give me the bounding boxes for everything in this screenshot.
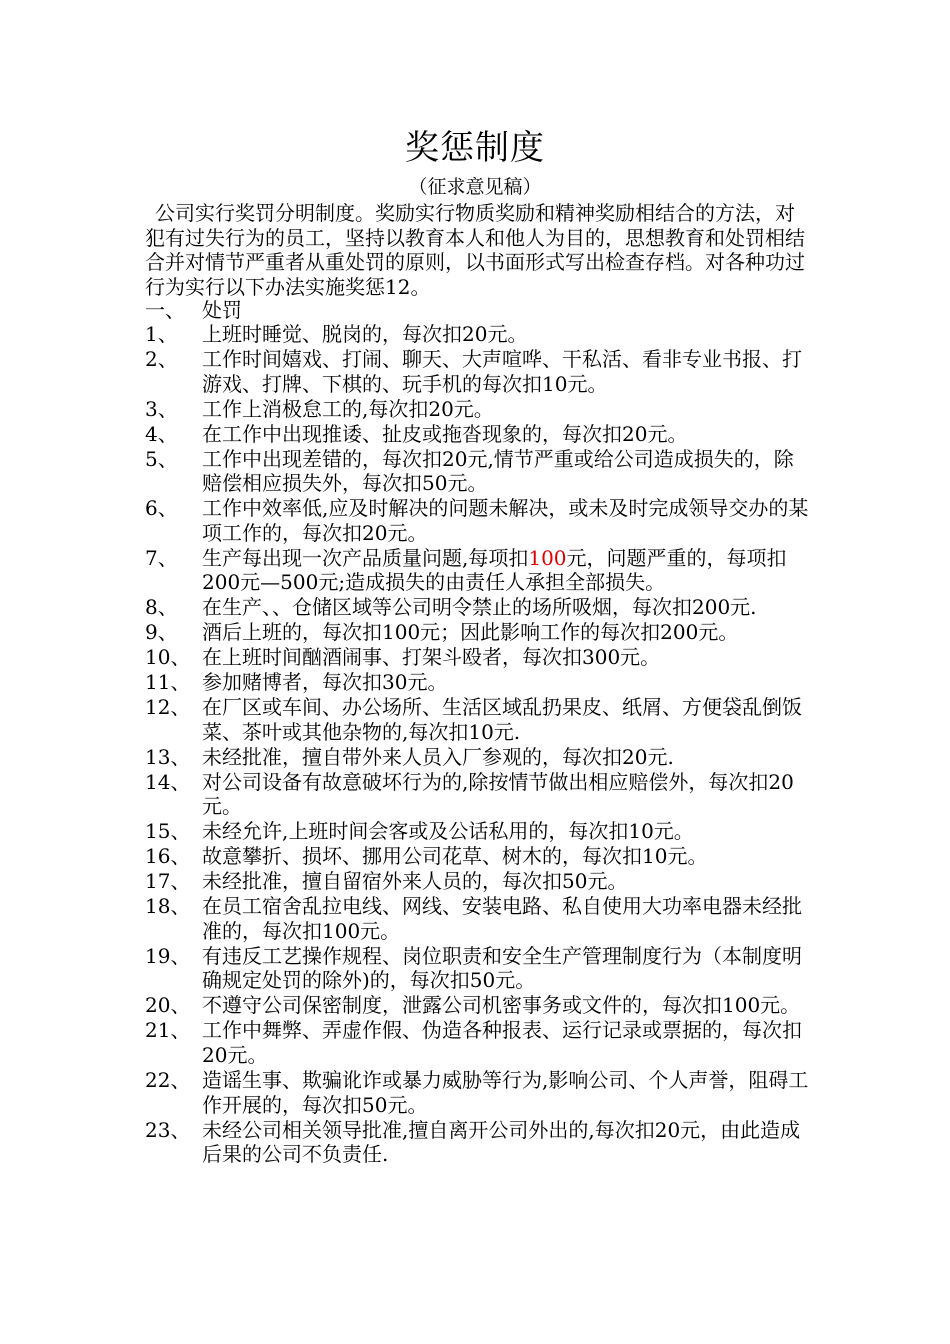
list-item: [145, 993, 810, 1018]
list-item: [145, 745, 810, 770]
item-text: 工作时间嬉戏、打闹、聊天、大声喧哗、干私活、看非专业书报、打游戏、打牌、下棋的、玩手机的每次扣10元。: [202, 346, 802, 396]
item-number: 9、: [145, 620, 178, 645]
item-text-part: 生产每出现一次产品质量问题,每项扣: [202, 545, 529, 570]
item-text: 未经允许,上班时间会客或及公话私用的，每次扣10元。: [202, 819, 694, 844]
item-text: 工作中出现差错的，每次扣20元,情节严重或给公司造成损失的，除赔偿相应损失外，每次扣50元。: [202, 446, 794, 496]
item-number: 20、: [145, 993, 191, 1018]
item-number: 1、: [145, 322, 178, 346]
item-text: 上班时睡觉、脱岗的，每次扣20元。: [202, 322, 528, 346]
item-text: 工作中效率低,应及时解决的问题未解决，或未及时完成领导交办的某项工作的，每次扣20元。: [202, 496, 809, 545]
list-item: [145, 894, 810, 943]
list-item: [145, 322, 810, 347]
highlighted-amount: 100: [528, 545, 567, 570]
item-text: 未经批准，擅自留宿外来人员的，每次扣50元。: [202, 869, 628, 894]
item-text: 有违反工艺操作规程、岗位职责和安全生产管理制度行为（本制度明确规定处罚的除外)的，每次扣50元。: [202, 943, 802, 993]
item-text: 未经公司相关领导批准,擅自离开公司外出的,每次扣20元，由此造成后果的公司不负责任.: [202, 1117, 801, 1167]
list-item: [145, 347, 810, 396]
document-title: 奖惩制度: [405, 128, 545, 168]
list-item: [145, 422, 810, 447]
section-label: 处罚: [202, 298, 242, 322]
item-number: 22、: [145, 1068, 191, 1093]
item-number: 6、: [145, 496, 178, 521]
list-item: [145, 496, 810, 545]
list-item: [145, 695, 810, 744]
item-number: 11、: [145, 670, 191, 695]
item-text: 故意攀折、损坏、挪用公司花草、树木的，每次扣10元。: [202, 844, 708, 869]
list-item: [145, 447, 810, 496]
list-item: [145, 620, 810, 645]
item-text: 在工作中出现推诿、扯皮或拖沓现象的，每次扣20元。: [202, 421, 688, 446]
list-item: [145, 770, 810, 819]
item-text: 在生产、、仓储区域等公司明令禁止的场所吸烟，每次扣200元.: [202, 595, 757, 620]
item-text: 在员工宿舍乱拉电线、网线、安装电路、私自使用大功率电器未经批准的，每次扣100元。: [202, 894, 802, 943]
item-number: 21、: [145, 1018, 191, 1043]
item-text: 参加赌博者，每次扣30元。: [202, 670, 448, 695]
item-number: 5、: [145, 446, 178, 471]
item-text: 未经批准，擅自带外来人员入厂参观的，每次扣20元.: [202, 744, 674, 769]
item-number: 13、: [145, 744, 191, 769]
item-number: 12、: [145, 695, 191, 720]
item-text: 酒后上班的，每次扣100元；因此影响工作的每次扣200元。: [202, 620, 739, 645]
item-number: 17、: [145, 869, 191, 894]
item-text-part: 元，问题严重的，每项扣200元—500元;造成损失的由责任人承担全部损失。: [202, 545, 787, 595]
list-item: [145, 869, 810, 894]
penalty-list: [145, 322, 810, 1167]
list-item: [145, 670, 810, 695]
list-item: [145, 944, 810, 993]
list-item: [145, 1068, 810, 1117]
list-item: [145, 819, 810, 844]
item-number: 4、: [145, 421, 178, 446]
item-text: 不遵守公司保密制度，泄露公司机密事务或文件的，每次扣100元。: [202, 993, 801, 1018]
item-number: 18、: [145, 894, 191, 919]
list-item: [145, 1018, 810, 1067]
item-number: 16、: [145, 844, 191, 869]
item-number: 8、: [145, 595, 178, 620]
item-number: 19、: [145, 943, 191, 968]
item-text: [202, 546, 810, 595]
document-subtitle: （征求意见稿）: [408, 176, 542, 198]
item-number: 15、: [145, 819, 191, 844]
item-text: 对公司设备有故意破坏行为的,除按情节做出相应赔偿外，每次扣20元。: [202, 769, 794, 819]
item-number: 10、: [145, 645, 191, 670]
item-text: 工作上消极怠工的,每次扣20元。: [202, 396, 494, 421]
item-number: 7、: [145, 545, 178, 570]
item-number: 3、: [145, 396, 178, 421]
item-number: 23、: [145, 1117, 191, 1142]
list-item: [145, 546, 810, 595]
item-number: 14、: [145, 769, 191, 794]
intro-paragraph: 公司实行奖罚分明制度。奖励实行物质奖励和精神奖励相结合的方法，对犯有过失行为的员工，坚持以教育本人和他人为目的，思想教育和处罚相结合并对情节严重者从重处罚的原则，以书面形式写出检查存档。对各种功过行为实行以下办法实施奖惩12。: [145, 201, 805, 299]
item-text: 在上班时间酗酒闹事、打架斗殴者，每次扣300元。: [202, 645, 661, 670]
item-text: 在厂区或车间、办公场所、生活区域乱扔果皮、纸屑、方便袋乱倒饭菜、茶叶或其他杂物的,每次扣10元.: [202, 695, 802, 744]
item-number: 2、: [145, 346, 178, 371]
item-text: 工作中舞弊、弄虚作假、伪造各种报表、运行记录或票据的，每次扣20元。: [202, 1018, 802, 1068]
list-item: [145, 397, 810, 422]
list-item: [145, 645, 810, 670]
list-item: [145, 844, 810, 869]
list-item: [145, 595, 810, 620]
section-number: 一、: [145, 298, 185, 322]
item-text: 造谣生事、欺骗讹诈或暴力威胁等行为,影响公司、个人声誉，阻碍工作开展的，每次扣50元。: [202, 1068, 809, 1117]
list-item: [145, 1118, 810, 1167]
section-heading: [145, 298, 810, 323]
